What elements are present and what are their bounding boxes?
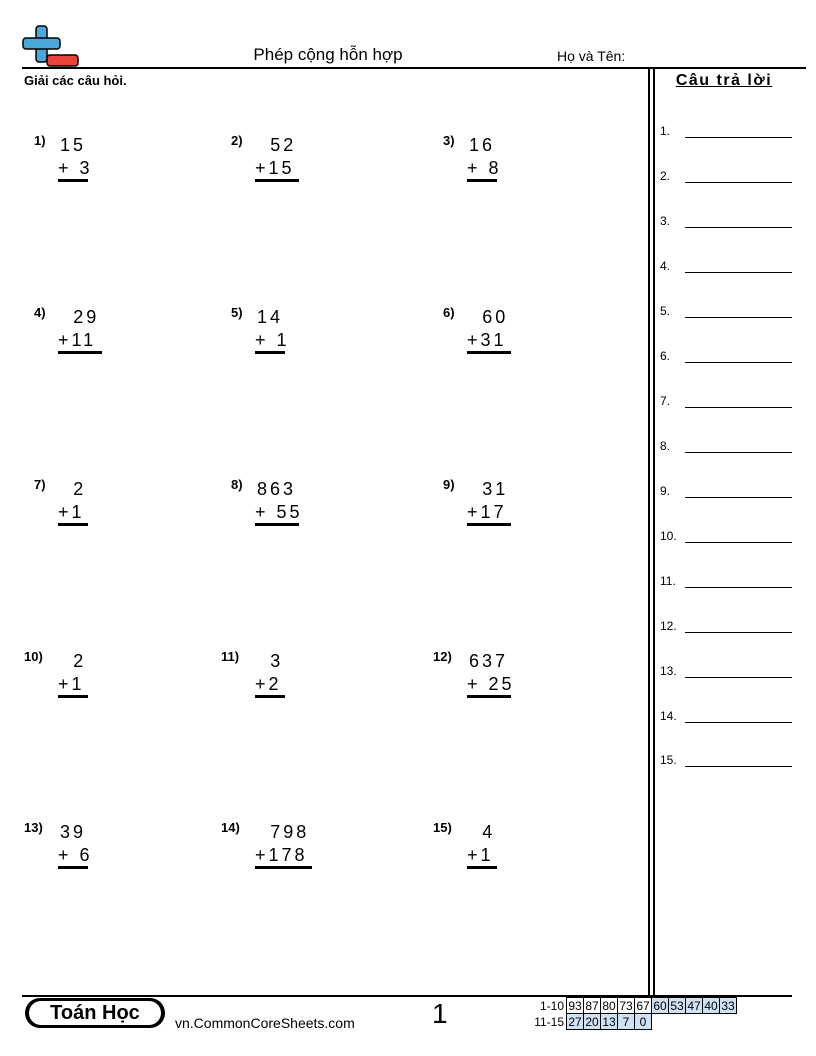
answer-row[interactable] [660, 619, 792, 639]
answer-number: 13. [660, 664, 677, 678]
answer-blank[interactable] [685, 317, 792, 318]
answer-number: 1. [660, 124, 671, 138]
problem [433, 820, 583, 890]
score-cell: 67 [636, 998, 650, 1013]
answer-number: 12. [660, 619, 677, 633]
problem-number: 6) [443, 305, 455, 320]
sum-bar [467, 523, 511, 526]
sum-bar [467, 179, 497, 182]
column-divider [653, 67, 655, 997]
score-cell: 40 [704, 998, 718, 1013]
problem [221, 820, 371, 890]
addend-top: 637 [469, 651, 509, 671]
sum-bar [467, 351, 511, 354]
sum-bar [467, 866, 497, 869]
score-cell: 87 [585, 998, 599, 1013]
problem [24, 820, 174, 890]
problem-number: 9) [443, 477, 455, 492]
problem-number: 13) [24, 820, 43, 835]
answer-row[interactable] [660, 574, 792, 594]
problem-number: 5) [231, 305, 243, 320]
answer-blank[interactable] [685, 362, 792, 363]
problem-number: 11) [221, 649, 240, 664]
problem-number: 4) [34, 305, 46, 320]
sum-bar [58, 695, 88, 698]
sum-bar [255, 351, 285, 354]
name-label: Họ và Tên: [557, 48, 626, 64]
answer-blank[interactable] [685, 137, 792, 138]
addend-bottom: +2 [255, 674, 282, 694]
problem [34, 133, 184, 203]
page-number: 1 [432, 998, 448, 1029]
score-cell: 33 [721, 998, 735, 1013]
sum-bar [58, 179, 88, 182]
addend-bottom: +11 [58, 330, 97, 350]
worksheet-title: Phép cộng hỗn hợp [253, 45, 403, 64]
answer-number: 4. [660, 259, 671, 273]
addend-bottom: +1 [58, 502, 85, 522]
answer-blank[interactable] [685, 677, 792, 678]
sum-bar [255, 866, 312, 869]
addend-top: 52 [270, 135, 297, 155]
answer-number: 11. [660, 574, 676, 588]
score-cell: 13 [602, 1014, 616, 1029]
addend-bottom: + 3 [58, 158, 93, 178]
addend-top: 31 [482, 479, 509, 499]
answer-row[interactable] [660, 664, 792, 684]
answer-row[interactable] [660, 349, 792, 369]
score-range-label: 1-10 [539, 998, 564, 1013]
score-cell: 93 [568, 998, 582, 1013]
score-row [528, 998, 737, 1014]
problem-number: 1) [34, 133, 46, 148]
addend-top: 798 [270, 822, 310, 842]
answer-number: 7. [660, 394, 671, 408]
sum-bar [58, 866, 88, 869]
answer-number: 2. [660, 169, 671, 183]
addend-top: 60 [482, 307, 509, 327]
answer-row[interactable] [660, 484, 792, 504]
problem [34, 305, 184, 375]
addend-top: 2 [73, 651, 87, 671]
answer-blank[interactable] [685, 766, 792, 767]
column-divider [648, 67, 650, 997]
sum-bar [58, 523, 88, 526]
score-cell: 60 [653, 998, 667, 1013]
answer-row[interactable] [660, 124, 792, 144]
answer-row[interactable] [660, 753, 792, 773]
problem-number: 12) [433, 649, 452, 664]
problem-number: 14) [221, 820, 240, 835]
answer-number: 10. [660, 529, 677, 543]
addend-top: 15 [60, 135, 87, 155]
answer-blank[interactable] [685, 272, 792, 273]
problem-number: 3) [443, 133, 455, 148]
problem-number: 10) [24, 649, 43, 664]
addend-bottom: + 25 [467, 674, 515, 694]
problem [24, 649, 174, 719]
instructions: Giải các câu hỏi. [24, 73, 127, 88]
answer-blank[interactable] [685, 632, 792, 633]
problem-number: 7) [34, 477, 46, 492]
answer-number: 15. [660, 753, 677, 767]
score-cell: 20 [585, 1014, 599, 1029]
answer-row[interactable] [660, 439, 792, 459]
addend-bottom: +15 [255, 158, 295, 178]
score-cell: 7 [618, 1014, 635, 1030]
addend-bottom: + 1 [255, 330, 290, 350]
answer-blank[interactable] [685, 497, 792, 498]
score-cell: 0 [635, 1014, 652, 1030]
header-divider [22, 67, 806, 69]
answer-number: 14. [660, 709, 677, 723]
addend-bottom: +17 [467, 502, 507, 522]
addend-top: 3 [270, 651, 284, 671]
answer-row[interactable] [660, 529, 792, 549]
answer-row[interactable] [660, 394, 792, 414]
score-cell: 27 [568, 1014, 582, 1029]
problem [443, 133, 593, 203]
answer-row[interactable] [660, 304, 792, 324]
answer-number: 3. [660, 214, 671, 228]
addend-top: 4 [482, 822, 496, 842]
answer-number: 9. [660, 484, 671, 498]
answer-blank[interactable] [685, 587, 792, 588]
answer-blank[interactable] [685, 722, 792, 723]
addend-bottom: +1 [58, 674, 85, 694]
answer-key-title: Câu trả lời [675, 72, 773, 89]
score-row [528, 1014, 737, 1030]
sum-bar [58, 351, 102, 354]
problem [231, 477, 381, 547]
addend-bottom: + 8 [467, 158, 502, 178]
answer-row[interactable] [660, 709, 792, 729]
score-cell: 53 [670, 998, 684, 1013]
addend-top: 39 [60, 822, 87, 842]
addend-top: 2 [73, 479, 87, 499]
problem [34, 477, 184, 547]
answer-row[interactable] [660, 169, 792, 189]
answer-row[interactable] [660, 214, 792, 234]
answer-number: 6. [660, 349, 671, 363]
sum-bar [467, 695, 511, 698]
problem [221, 649, 371, 719]
brand-label: Toán Học [29, 1001, 161, 1025]
sum-bar [255, 523, 299, 526]
problem-number: 15) [433, 820, 452, 835]
addend-bottom: +31 [467, 330, 507, 350]
answer-number: 8. [660, 439, 671, 453]
score-cell: 73 [619, 998, 633, 1013]
addend-top: 14 [257, 307, 284, 327]
score-table [528, 997, 737, 1030]
problem [443, 477, 593, 547]
answer-blank[interactable] [685, 542, 792, 543]
problem [231, 305, 381, 375]
sum-bar [255, 695, 285, 698]
addend-bottom: +1 [467, 845, 494, 865]
problem [443, 305, 593, 375]
score-range-label: 11-15 [534, 1014, 564, 1029]
addend-top: 863 [257, 479, 297, 499]
site-url: vn.CommonCoreSheets.com [175, 1015, 355, 1031]
problem [231, 133, 381, 203]
answer-blank[interactable] [685, 182, 792, 183]
problem [433, 649, 583, 719]
answer-row[interactable] [660, 259, 792, 279]
score-cell: 47 [687, 998, 701, 1013]
score-cell: 80 [602, 998, 616, 1013]
addend-bottom: + 6 [58, 845, 93, 865]
answer-blank[interactable] [685, 452, 792, 453]
answer-blank[interactable] [685, 407, 792, 408]
answer-number: 5. [660, 304, 671, 318]
addend-bottom: + 55 [255, 502, 303, 522]
problem-number: 2) [231, 133, 243, 148]
addend-top: 29 [73, 307, 100, 327]
sum-bar [255, 179, 299, 182]
answer-blank[interactable] [685, 227, 792, 228]
problem-number: 8) [231, 477, 243, 492]
addend-bottom: +178 [255, 845, 308, 865]
addend-top: 16 [469, 135, 496, 155]
